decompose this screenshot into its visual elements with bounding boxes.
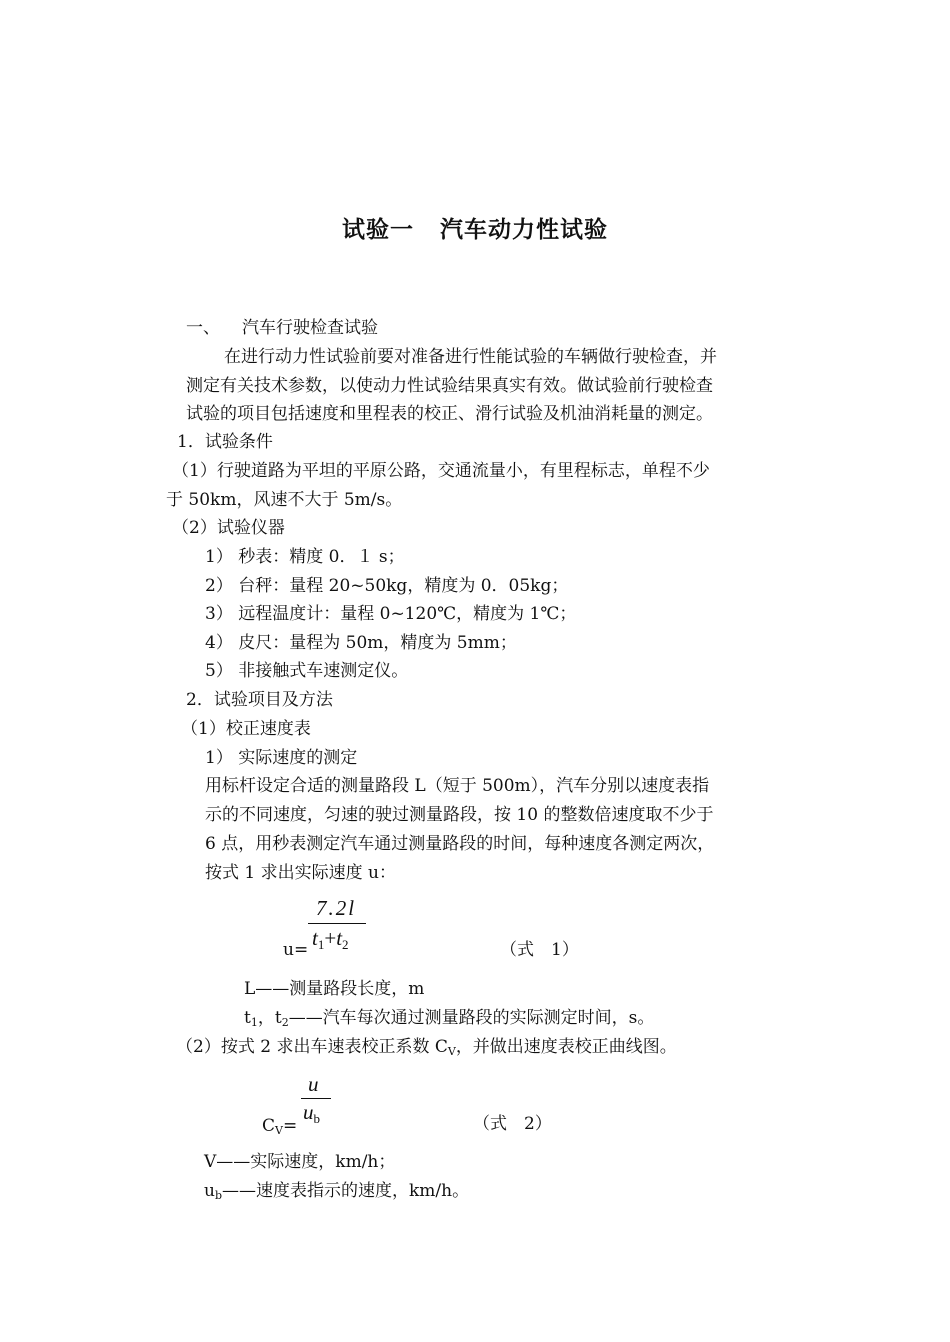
formula2-lhs: $C_V=$ <box>262 1116 298 1137</box>
instruments-heading: （2）试验仪器 <box>172 518 285 538</box>
formula1-lhs: u= <box>283 940 309 960</box>
section1-number: 一、 <box>186 318 220 338</box>
formula2-label: （式 2） <box>473 1114 552 1134</box>
road-line-2: 于 50km，风速不大于 5m/s。 <box>166 490 403 510</box>
def-V: V——实际速度，km/h； <box>204 1152 396 1172</box>
instrument-item: 3） 远程温度计：量程 0~120℃，精度为 1℃； <box>205 604 577 624</box>
formula2-fraction-bar <box>301 1098 331 1099</box>
intro-line-1: 在进行动力性试验前要对准备进行性能试验的车辆做行驶检查，并 <box>224 347 717 367</box>
method-para-line: 6 点，用秒表测定汽车通过测量路段的时间，每种速度各测定两次， <box>205 834 715 854</box>
def-L: L——测量路段长度，m <box>244 979 425 999</box>
document-title <box>0 211 950 244</box>
instrument-item: 4） 皮尺：量程为 50m，精度为 5mm； <box>205 633 517 653</box>
instrument-item: 5） 非接触式车速测定仪。 <box>205 661 409 681</box>
method-para-line: 按式 1 求出实际速度 u： <box>205 863 396 883</box>
section1-title: 汽车行驶检查试验 <box>242 318 378 338</box>
instrument-item: 1） 秒表：精度 0．１ s； <box>205 547 405 567</box>
title-part2: 汽车动力性试验 <box>440 217 608 243</box>
conditions-heading: 1．试验条件 <box>177 432 273 452</box>
formula1-fraction-bar <box>308 923 366 924</box>
section1-heading <box>186 317 378 339</box>
method-para-line: 示的不同速度，匀速的驶过测量路段，按 10 的整数倍速度取不少于 <box>205 805 714 825</box>
formula2-denominator: $u_b$ <box>303 1100 320 1126</box>
formula2-numerator: u <box>308 1072 319 1096</box>
method-para-line: 用标杆设定合适的测量路段 L（短于 500m），汽车分别以速度表指 <box>205 776 710 796</box>
intro-line-3: 试验的项目包括速度和里程表的校正、滑行试验及机油消耗量的测定。 <box>186 404 713 424</box>
road-line-1: （1）行驶道路为平坦的平原公路，交通流量小，有里程标志，单程不少 <box>172 461 710 481</box>
formula1-label: （式 1） <box>500 940 579 960</box>
formula1-numerator: 7.2l <box>316 896 357 920</box>
intro-line-2: 测定有关技术参数，以使动力性试验结果真实有效。做试验前行驶检查 <box>186 376 713 396</box>
def-t: $t_1$，$t_2——$汽车每次通过测量路段的实际测定时间，s。 <box>244 1008 655 1029</box>
formula1-denominator: $t_1+t_2$ <box>312 926 349 952</box>
methods-sub2: （2）按式 2 求出车速表校正系数 $C_V$，并做出速度表校正曲线图。 <box>176 1037 677 1058</box>
methods-sub1: （1）校正速度表 <box>181 719 311 739</box>
def-ub: $u_b——$速度表指示的速度，km/h。 <box>204 1181 470 1202</box>
methods-sub1-1: 1） 实际速度的测定 <box>205 748 358 768</box>
title-part1: 试验一 <box>342 217 414 243</box>
instrument-item: 2） 台秤：量程 20~50kg，精度为 0．05kg； <box>205 576 569 596</box>
methods-heading: 2．试验项目及方法 <box>186 690 333 710</box>
